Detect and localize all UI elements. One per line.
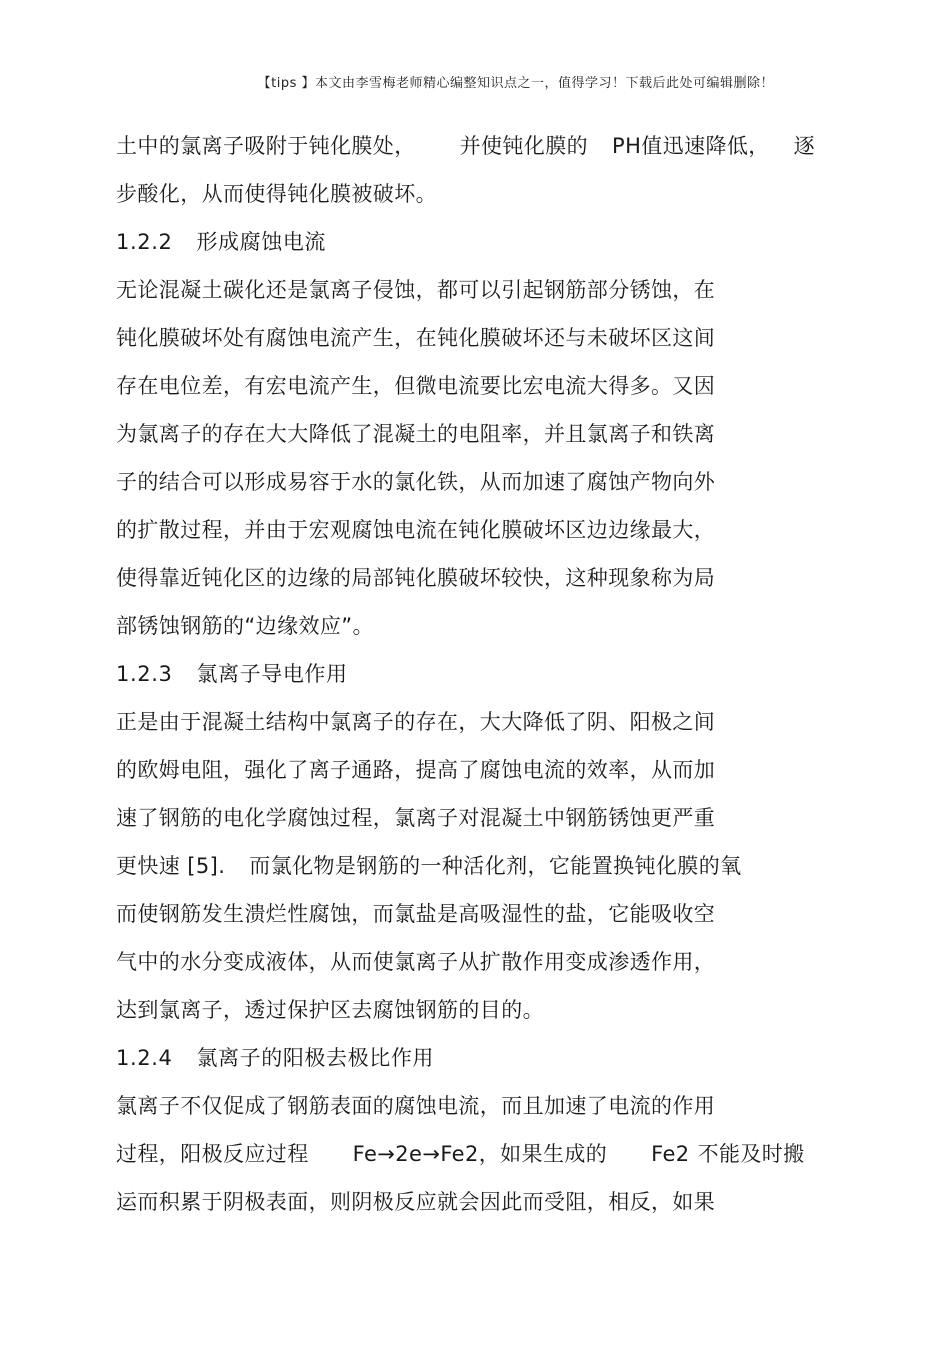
text-line: 存在电位差，有宏电流产生，但微电流要比宏电流大得多。又因	[116, 374, 716, 398]
text-line: 为氯离子的存在大大降低了混凝土的电阻率，并且氯离子和铁离	[116, 422, 716, 446]
text-segment: 并使钝化膜的	[459, 134, 589, 158]
section-title: 氯离子的阳极去极比作用	[196, 1046, 435, 1070]
text-line: 达到氯离子，透过保护区去腐蚀钢筋的目的。	[116, 998, 544, 1022]
text-segment: Fe2	[651, 1142, 690, 1166]
text-line	[116, 852, 742, 880]
text-segment: Fe→2e→Fe2，如果生成的	[352, 1142, 608, 1166]
text-line: 速了钢筋的电化学腐蚀过程，氯离子对混凝土中钢筋锈蚀更严重	[116, 806, 716, 830]
section-heading-1-2-2	[116, 228, 326, 256]
text-line: 运而积累于阴极表面，则阴极反应就会因此而受阻，相反，如果	[116, 1190, 716, 1214]
text-line: 部锈蚀钢筋的“边缘效应”。	[116, 614, 374, 638]
section-heading-1-2-4	[116, 1044, 434, 1072]
text-line: 的扩散过程，并由于宏观腐蚀电流在钝化膜破坏区边边缘最大，	[116, 518, 716, 542]
text-line: 而使钢筋发生溃烂性腐蚀，而氯盐是高吸湿性的盐，它能吸收空	[116, 902, 716, 926]
section-heading-1-2-3	[116, 660, 348, 688]
text-segment: 土中的氯离子吸附于钝化膜处，	[116, 134, 416, 158]
text-segment: 过程，阳极反应过程	[116, 1142, 309, 1166]
text-line: 钝化膜破坏处有腐蚀电流产生，在钝化膜破坏还与未破坏区这间	[116, 326, 716, 350]
text-line: 步酸化，从而使得钝化膜被破坏。	[116, 182, 437, 206]
text-line: 正是由于混凝土结构中氯离子的存在，大大降低了阴、阳极之间	[116, 710, 716, 734]
header-tip: 【tips 】本文由李雪梅老师精心编整知识点之一，值得学习！下载后此处可编辑删除！	[257, 76, 774, 91]
text-line	[116, 1140, 805, 1168]
section-title: 氯离子导电作用	[196, 662, 348, 686]
text-segment: 不能及时搬	[697, 1142, 805, 1166]
text-line: 氯离子不仅促成了钢筋表面的腐蚀电流，而且加速了电流的作用	[116, 1094, 716, 1118]
section-number: 1.2.4	[116, 1046, 173, 1070]
text-segment: 而氯化物是钢筋的一种活化剂，它能置换钝化膜的氧	[249, 854, 742, 878]
section-number: 1.2.2	[116, 230, 173, 254]
text-line: 无论混凝土碳化还是氯离子侵蚀，都可以引起钢筋部分锈蚀，在	[116, 278, 716, 302]
text-segment: PH值迅速降低，	[612, 134, 770, 158]
text-segment: 更快速 [5].	[116, 854, 226, 878]
section-title: 形成腐蚀电流	[196, 230, 327, 254]
text-line: 气中的水分变成液体，从而使氯离子从扩散作用变成渗透作用，	[116, 950, 716, 974]
text-line: 子的结合可以形成易容于水的氯化铁，从而加速了腐蚀产物向外	[116, 470, 716, 494]
text-line	[116, 132, 815, 160]
text-segment: 逐	[793, 134, 816, 158]
section-number: 1.2.3	[116, 662, 173, 686]
text-line: 的欧姆电阻，强化了离子通路，提高了腐蚀电流的效率，从而加	[116, 758, 716, 782]
text-line: 使得靠近钝化区的边缘的局部钝化膜破坏较快，这种现象称为局	[116, 566, 716, 590]
